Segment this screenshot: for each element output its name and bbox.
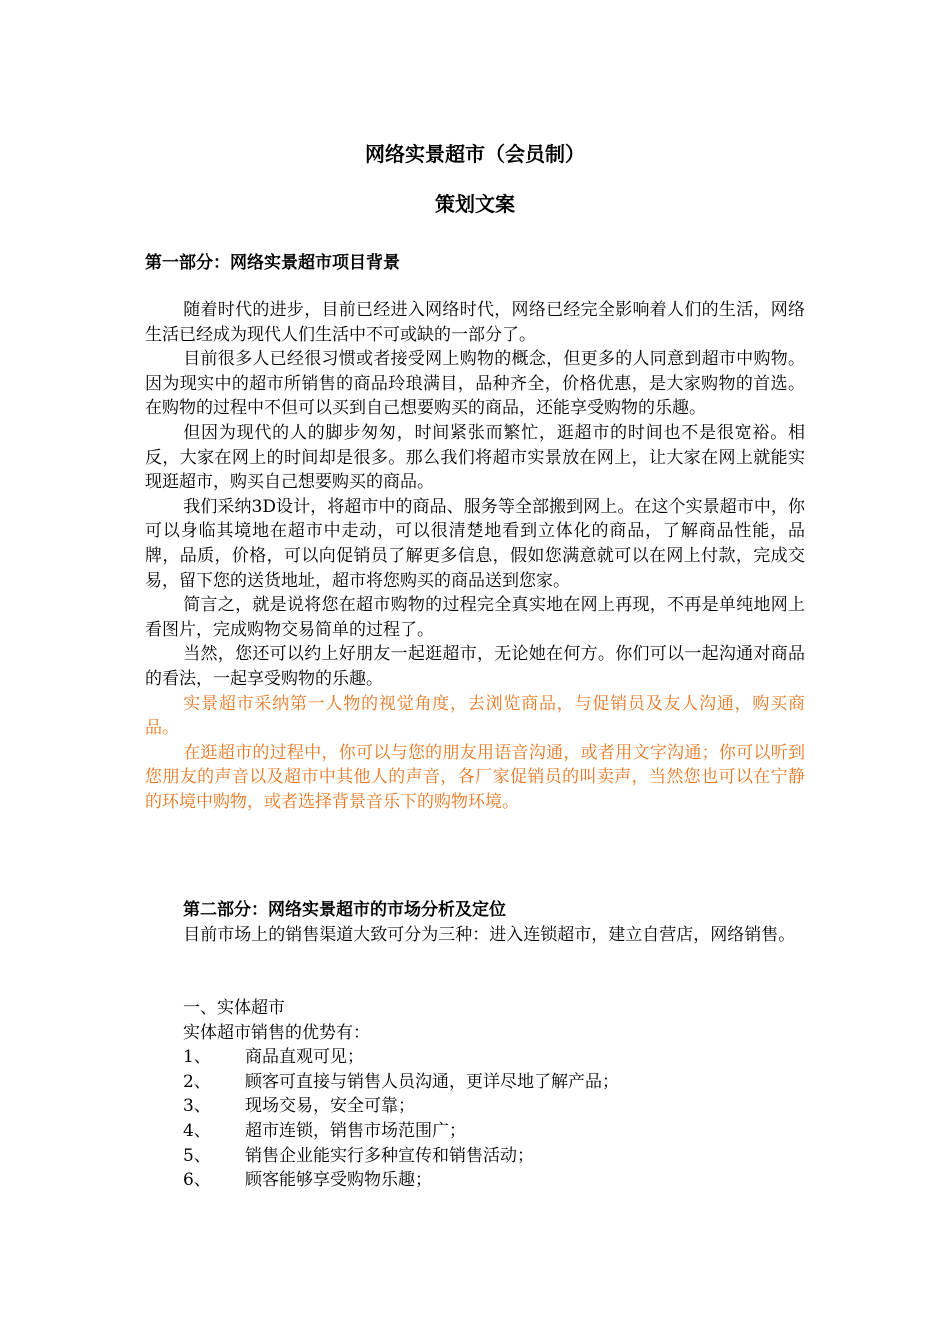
list-number: 1、 — [183, 1047, 211, 1068]
highlight-paragraph: 在逛超市的过程中，你可以与您的朋友用语音沟通，或者用文字沟通；你可以听到您朋友的声音以及超市中其他人的声音，各厂家促销员的叫卖声，当然您也可以在宁静的环境中购物，或者选择背景音乐下的购物环境。 — [145, 742, 805, 812]
part2-heading: 第二部分：网络实景超市的市场分析及定位 — [183, 900, 506, 920]
paragraph: 目前市场上的销售渠道大致可分为三种：进入连锁超市，建立自营店，网络销售。 — [183, 925, 796, 945]
part1-body — [145, 298, 805, 814]
advantages-list — [145, 1045, 805, 1193]
section1 — [145, 996, 805, 1193]
highlight-paragraph: 实景超市采纳第一人物的视觉角度，去浏览商品，与促销员及友人沟通，购买商品。 — [145, 693, 805, 739]
list-item — [145, 1094, 805, 1119]
list-number: 4、 — [183, 1120, 211, 1141]
list-number: 3、 — [183, 1096, 211, 1117]
list-text: 顾客可直接与销售人员沟通，更详尽地了解产品； — [245, 1071, 619, 1092]
paragraph: 我们采纳3D设计，将超市中的商品、服务等全部搬到网上。在这个实景超市中，你可以身临其境地在超市中走动，可以很清楚地看到立体化的商品，了解商品性能，品牌，品质，价格，可以向促销员了解更多信息，假如您满意就可以在网上付款，完成交易，留下您的送货地址，超市将您购买的商品送到您家。 — [145, 496, 805, 591]
list-text: 商品直观可见； — [245, 1047, 364, 1068]
list-item — [145, 1168, 805, 1193]
paragraph: 随着时代的进步，目前已经进入网络时代，网络已经完全影响着人们的生活，网络生活已经成为现代人们生活中不可或缺的一部分了。 — [145, 300, 805, 345]
paragraph: 但因为现代的人的脚步匆匆，时间紧张而繁忙，逛超市的时间也不是很宽裕。相反，大家在网上的时间却是很多。那么我们将超市实景放在网上，让大家在网上就能实现逛超市，购买自己想要购买的商品。 — [145, 422, 805, 493]
list-text: 顾客能够享受购物乐趣； — [245, 1170, 432, 1191]
paragraph: 目前很多人已经很习惯或者接受网上购物的概念，但更多的人同意到超市中购物。因为现实中的超市所销售的商品玲琅满目，品种齐全，价格优惠，是大家购物的首选。在购物的过程中不但可以买到自己想要购买的商品，还能享受购物的乐趣。 — [145, 349, 805, 419]
list-item — [145, 1070, 805, 1095]
list-text: 超市连锁，销售市场范围广； — [245, 1120, 466, 1141]
list-item — [145, 1045, 805, 1070]
list-text: 销售企业能实行多种宣传和销售活动； — [245, 1145, 534, 1166]
list-item — [145, 1119, 805, 1144]
paragraph: 简言之，就是说将您在超市购物的过程完全真实地在网上再现，不再是单纯地网上看图片，完成购物交易简单的过程了。 — [145, 595, 805, 640]
document-subtitle: 策划文案 — [435, 192, 515, 216]
part2-intro — [145, 923, 805, 948]
list-number: 5、 — [183, 1145, 211, 1166]
part1-heading: 第一部分：网络实景超市项目背景 — [145, 253, 400, 273]
list-number: 2、 — [183, 1071, 211, 1092]
document-title: 网络实景超市（会员制） — [365, 142, 585, 166]
section1-title: 一、实体超市 — [183, 998, 285, 1018]
paragraph: 当然，您还可以约上好朋友一起逛超市，无论她在何方。你们可以一起沟通对商品的看法，一起享受购物的乐趣。 — [145, 644, 805, 689]
section1-lead: 实体超市销售的优势有： — [183, 1022, 370, 1043]
list-number: 6、 — [183, 1170, 211, 1191]
list-item — [145, 1144, 805, 1169]
list-text: 现场交易，安全可靠； — [245, 1096, 415, 1117]
